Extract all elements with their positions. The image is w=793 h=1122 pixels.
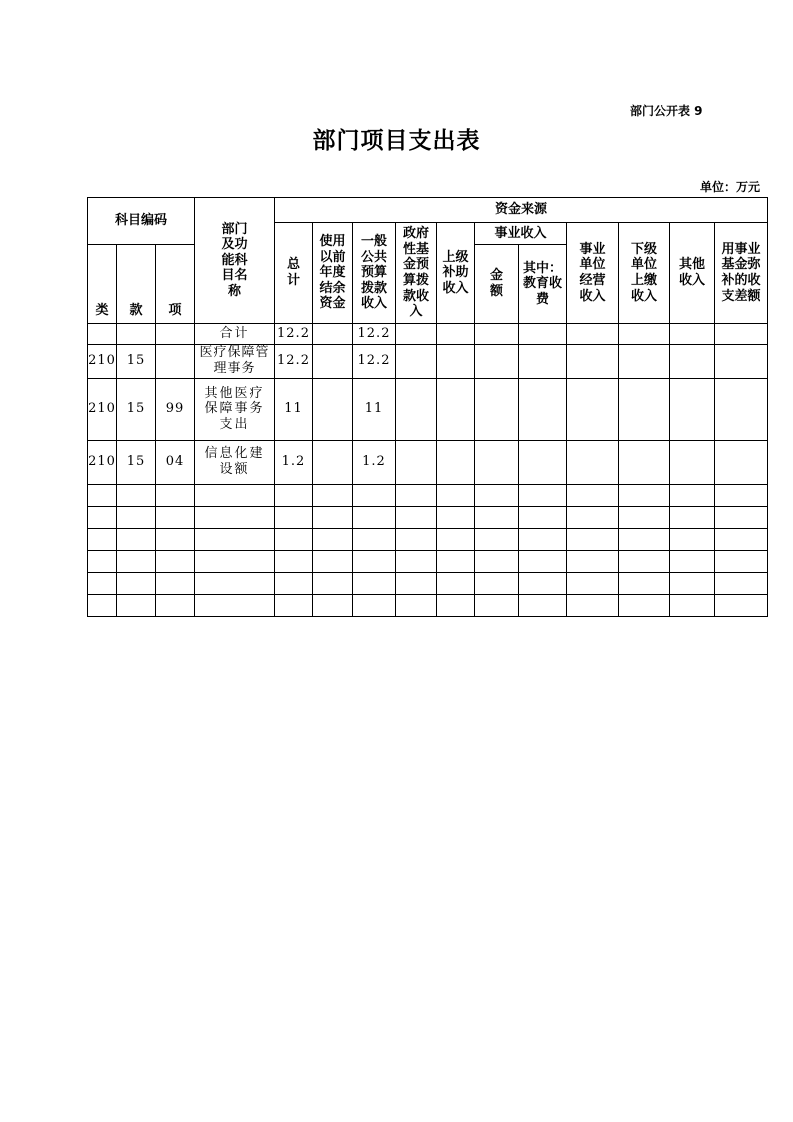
row-kuan: 15 [117,378,156,440]
row-name: 医疗保障管理事务 [195,345,275,379]
row-general: 11 [353,378,396,440]
table-row [88,378,768,440]
row-prev [313,378,353,440]
dept-name-header: 部门及功能科目名称 [195,198,275,324]
page-title: 部门项目支出表 [312,128,481,154]
row-lei: 210 [88,345,117,379]
subordinate-payment-header: 下级单位上缴收入 [619,223,670,324]
business-operation-header: 事业单位经营收入 [567,223,619,324]
row-total: 12.2 [275,345,313,379]
subject-code-header: 科目编码 [88,198,195,245]
other-income-header: 其他收入 [670,223,715,324]
row-name: 信息化建设额 [195,440,275,484]
empty-row [88,550,768,572]
edu-fee-header: 其中：教育收费 [519,245,567,324]
kuan-header: 款 [117,245,156,324]
amount-header: 金额 [475,245,519,324]
table-row [88,440,768,484]
row-name: 合计 [195,324,275,345]
row-xiang [156,324,195,345]
row-total: 1.2 [275,440,313,484]
business-income-header: 事业收入 [475,223,567,245]
row-kuan [117,324,156,345]
empty-row [88,572,768,594]
project-expenditure-table [87,197,768,617]
fund-source-header: 资金来源 [275,198,768,223]
table-row [88,345,768,379]
row-kuan: 15 [117,440,156,484]
empty-row [88,506,768,528]
row-name: 其他医疗保障事务支出 [195,378,275,440]
balance-fill-header: 用事业基金弥补的收支差额 [715,223,768,324]
empty-row [88,528,768,550]
form-number: 部门公开表 9 [630,104,703,118]
row-xiang: 99 [156,378,195,440]
total-header: 总计 [275,223,313,324]
row-kuan: 15 [117,345,156,379]
general-budget-header: 一般公共预算拨款收入 [353,223,396,324]
row-general: 1.2 [353,440,396,484]
row-prev [313,345,353,379]
row-lei: 210 [88,378,117,440]
row-xiang: 04 [156,440,195,484]
lei-header: 类 [88,245,117,324]
table-row [88,324,768,345]
row-general: 12.2 [353,324,396,345]
empty-row [88,594,768,616]
row-lei: 210 [88,440,117,484]
row-prev [313,440,353,484]
prev-balance-header: 使用以前年度结余资金 [313,223,353,324]
row-prev [313,324,353,345]
superior-subsidy-header: 上级补助收入 [437,223,475,324]
row-general: 12.2 [353,345,396,379]
xiang-header: 项 [156,245,195,324]
row-total: 11 [275,378,313,440]
gov-fund-header: 政府性基金预算拨款收入 [396,223,437,324]
row-lei [88,324,117,345]
row-xiang [156,345,195,379]
empty-row [88,484,768,506]
unit-label: 单位：万元 [700,180,761,194]
row-total: 12.2 [275,324,313,345]
